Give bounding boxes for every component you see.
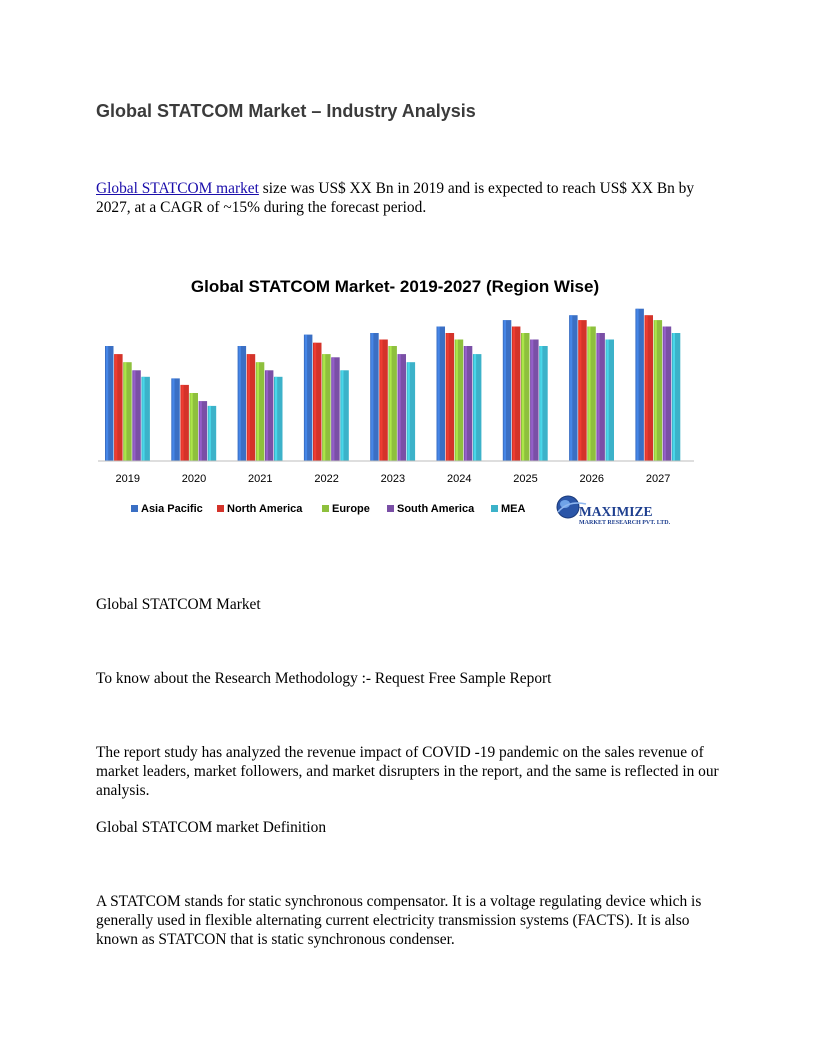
intro-paragraph (96, 179, 726, 217)
chart-caption: Global STATCOM Market (96, 596, 261, 613)
legend-label: South America (397, 503, 475, 515)
legend-label: MEA (501, 503, 526, 515)
bar-highlight (655, 320, 657, 461)
bar-highlight (323, 354, 325, 461)
x-tick-label: 2024 (447, 473, 472, 485)
bar-highlight (408, 362, 410, 461)
bar-highlight (371, 333, 373, 461)
x-tick-label: 2023 (380, 473, 406, 485)
bar-highlight (597, 333, 599, 461)
logo-subtitle: MARKET RESEARCH PVT. LTD. (579, 520, 671, 526)
bar-highlight (531, 340, 533, 462)
definition-paragraph: A STATCOM stands for static synchronous compensator. It is a voltage regulating device which is generally used in flexible alternating current electricity transmission systems (FACTS). It is also known as STATCON that is static synchronous condenser. (96, 893, 702, 948)
x-tick-label: 2027 (645, 473, 671, 485)
chart-bars (105, 309, 680, 461)
bar-highlight (447, 333, 449, 461)
x-tick-label: 2021 (248, 473, 273, 485)
bar-highlight (142, 377, 144, 461)
bar-highlight (570, 315, 572, 461)
bar-highlight (172, 378, 174, 461)
bar-highlight (124, 362, 126, 461)
bar-highlight (257, 362, 259, 461)
bar-highlight (607, 340, 609, 462)
bar-highlight (200, 401, 202, 461)
legend-swatch (491, 505, 498, 512)
definition-heading: Global STATCOM market Definition (96, 819, 327, 836)
bar-highlight (191, 393, 193, 461)
bar-highlight (389, 346, 391, 461)
bar-highlight (636, 309, 638, 461)
bar-highlight (133, 370, 135, 461)
x-axis-ticks (116, 473, 671, 485)
x-tick-label: 2019 (115, 473, 141, 485)
legend-swatch (322, 505, 329, 512)
intro-text: size was US$ XX Bn in 2019 and is expected to reach US$ XX Bn by 2027, at a CAGR of ~15% during the forecast period. (96, 180, 695, 216)
bar-highlight (332, 357, 334, 461)
bar-highlight (209, 406, 211, 461)
bar-highlight (664, 327, 666, 462)
bar-highlight (181, 385, 183, 461)
legend-swatch (217, 505, 224, 512)
bar-highlight (673, 333, 675, 461)
x-tick-label: 2025 (513, 473, 538, 485)
legend-label: Europe (332, 503, 370, 515)
legend-label: North America (227, 503, 303, 515)
bar-highlight (465, 346, 467, 461)
page-heading: Global STATCOM Market – Industry Analysis (96, 101, 476, 121)
legend-swatch (131, 505, 138, 512)
x-tick-label: 2020 (181, 473, 207, 485)
statcom-market-link[interactable]: Global STATCOM market (96, 180, 259, 197)
bar-highlight (540, 346, 542, 461)
covid-paragraph: The report study has analyzed the revenue impact of COVID -19 pandemic on the sales revenue of market leaders, market followers, and market disrupters in the report, and the same is reflected in our analysis. (96, 744, 719, 799)
legend-label: Asia Pacific (141, 503, 203, 515)
logo-name: MAXIMIZE (579, 504, 653, 519)
maximize-logo (557, 496, 671, 526)
bar-highlight (438, 327, 440, 462)
bar-highlight (588, 327, 590, 462)
methodology-text: To know about the Research Methodology :- Request Free Sample Report (96, 670, 552, 687)
bar-highlight (513, 327, 515, 462)
x-tick-label: 2026 (579, 473, 605, 485)
bar-highlight (579, 320, 581, 461)
bar-highlight (399, 354, 401, 461)
bar-highlight (646, 315, 648, 461)
bar-highlight (380, 340, 382, 462)
region-bar-chart (96, 268, 716, 530)
legend-swatch (387, 505, 394, 512)
bar-highlight (275, 377, 277, 461)
bar-highlight (266, 370, 268, 461)
bar-highlight (341, 370, 343, 461)
bar-highlight (305, 335, 307, 461)
chart-legend (131, 503, 526, 515)
bar-highlight (456, 340, 458, 462)
bar-highlight (106, 346, 108, 461)
bar-highlight (504, 320, 506, 461)
bar-highlight (474, 354, 476, 461)
bar-highlight (248, 354, 250, 461)
chart-title: Global STATCOM Market- 2019-2027 (Region Wise) (190, 277, 600, 296)
bar-highlight (522, 333, 524, 461)
bar-highlight (239, 346, 241, 461)
x-tick-label: 2022 (314, 473, 339, 485)
bar-highlight (115, 354, 117, 461)
bar-highlight (314, 343, 316, 461)
